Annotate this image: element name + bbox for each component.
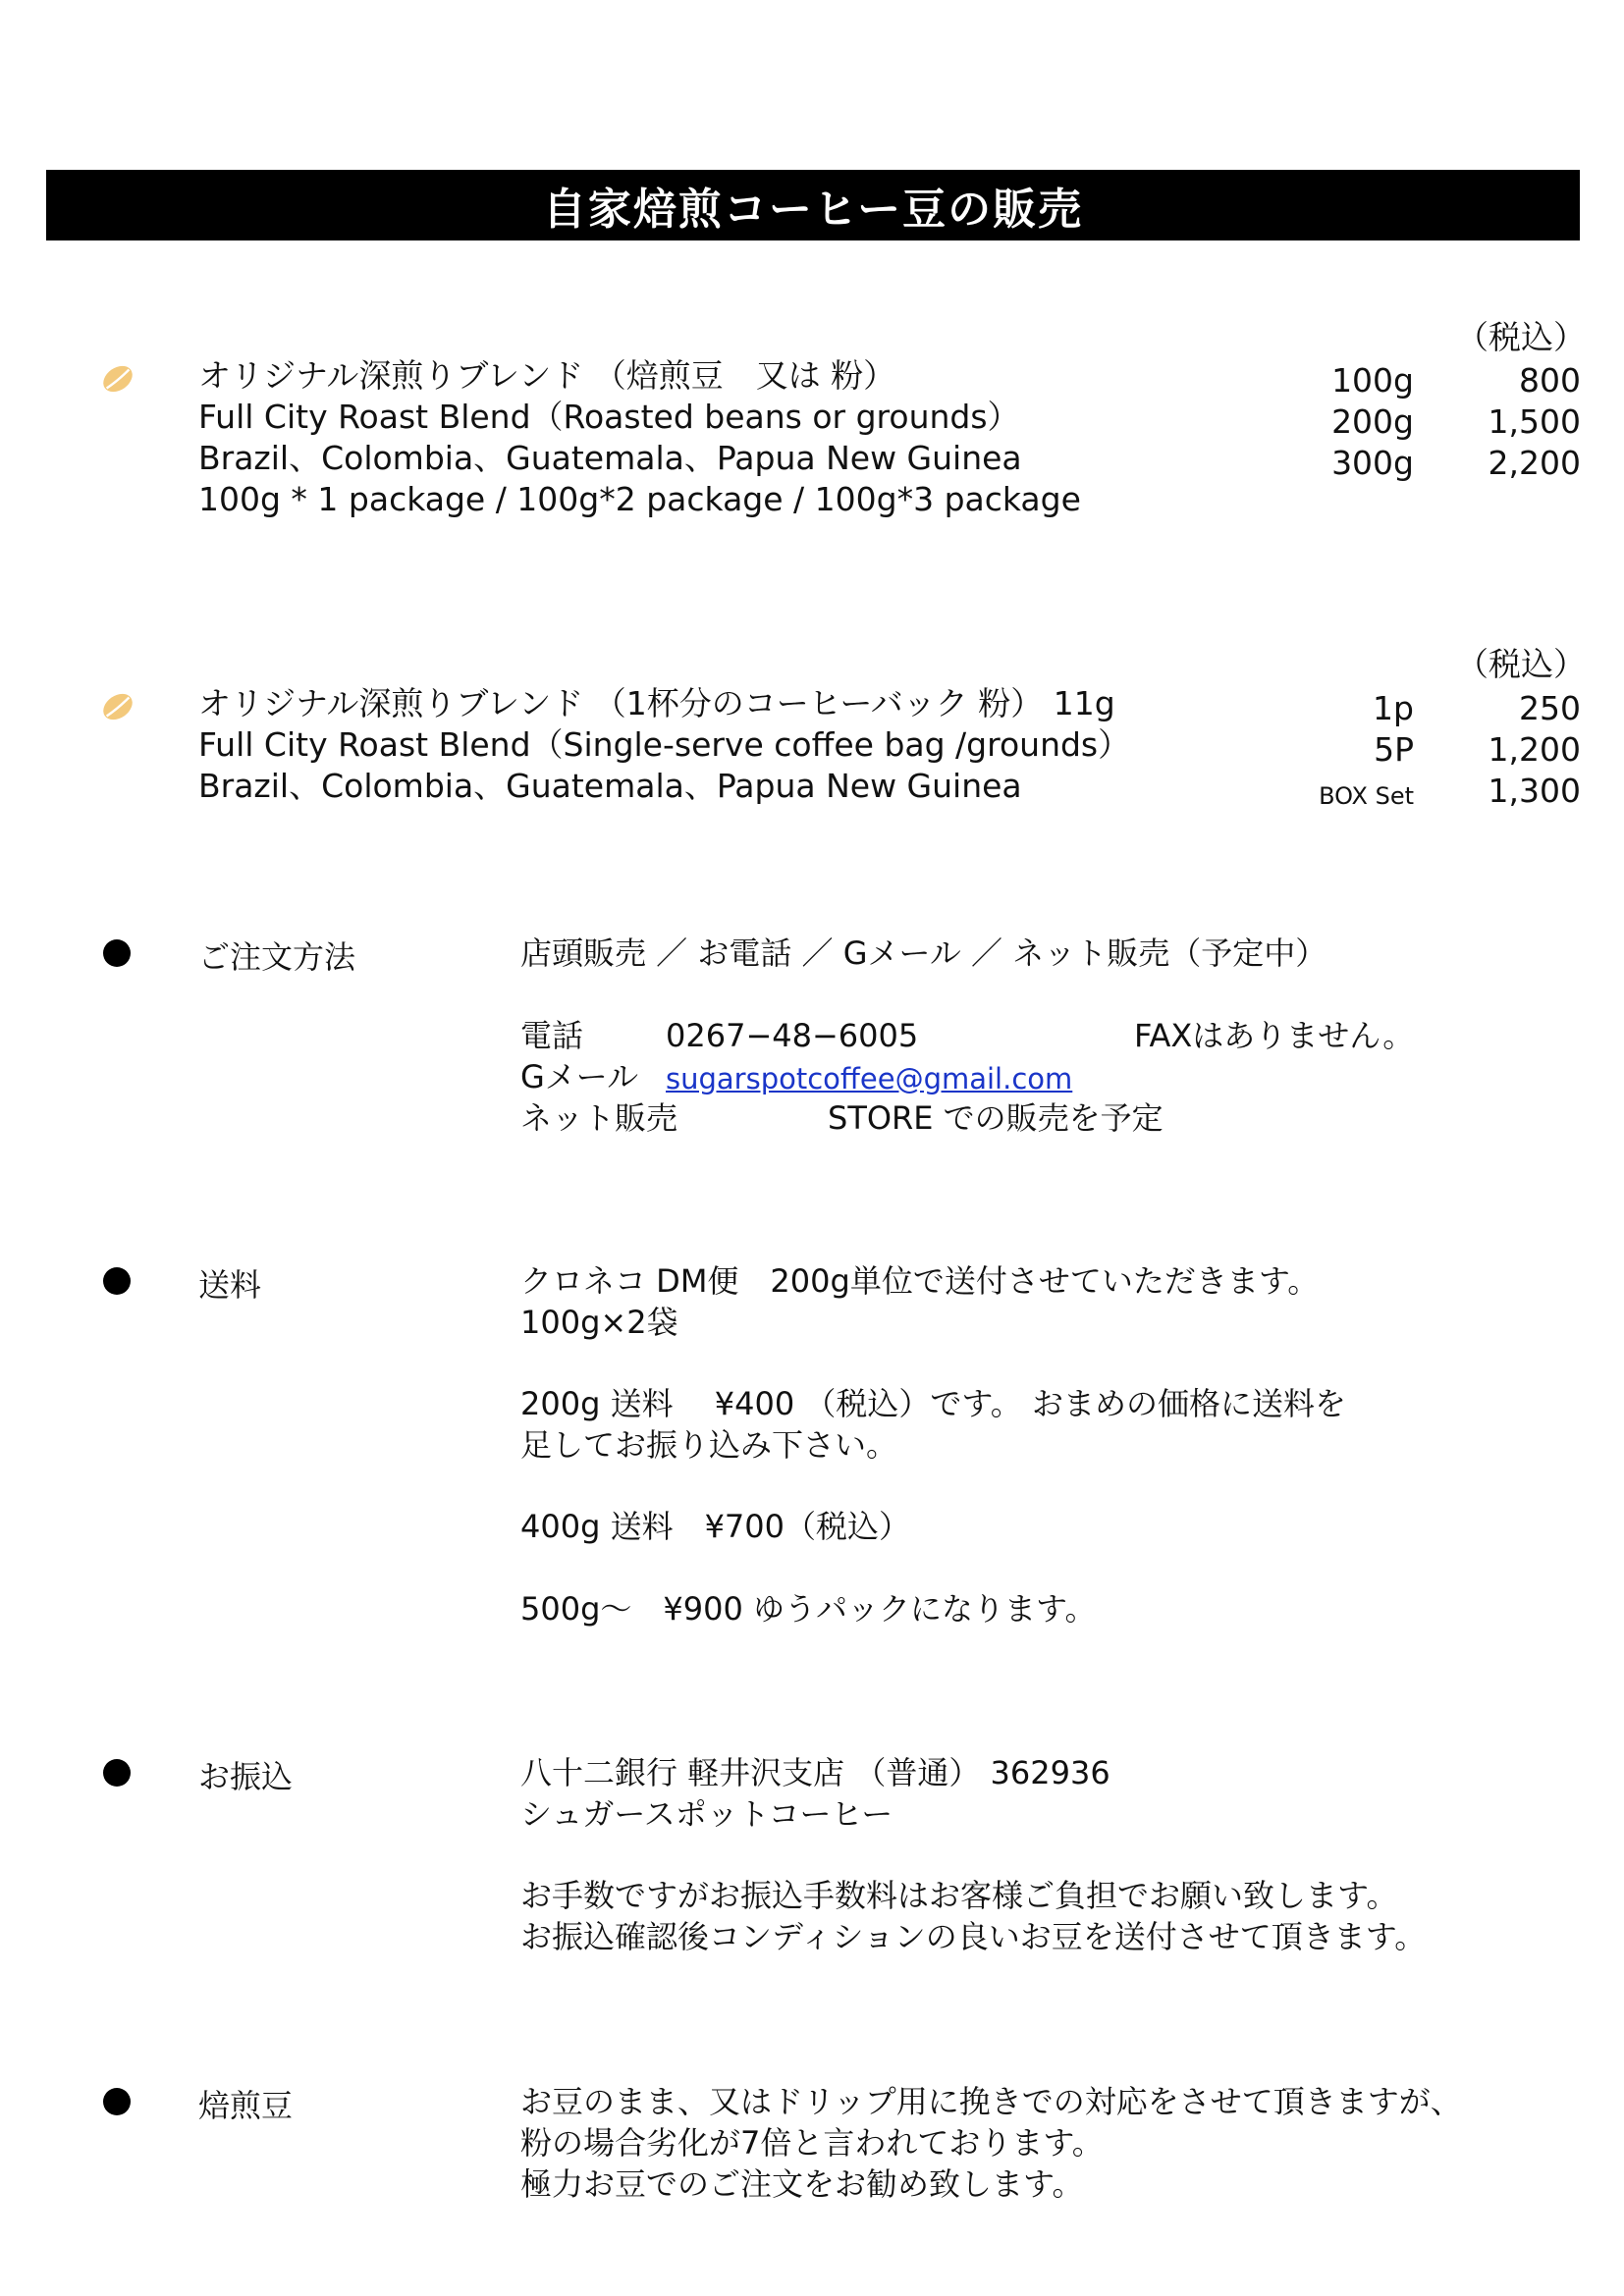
order-methods: 店頭販売 ／ お電話 ／ Gメール ／ ネット販売（予定中）	[520, 934, 1327, 972]
net-label: ネット販売	[520, 1099, 678, 1137]
product1-tax-label: （税込）	[1456, 318, 1586, 356]
shipping-line: クロネコ DM便 200g単位で送付させていただきます。	[520, 1262, 1320, 1300]
fax-note: FAXはありません。	[1134, 1017, 1415, 1054]
bullet-icon	[103, 1267, 131, 1295]
product2-price: 1,200	[1488, 730, 1581, 769]
page-title: 自家焙煎コーヒー豆の販売	[542, 185, 1084, 235]
coffee-bean-icon	[99, 360, 136, 398]
product1-price: 2,200	[1488, 444, 1581, 482]
product2-size: 1p	[1373, 689, 1414, 727]
shipping-line: 100g×2袋	[520, 1304, 678, 1341]
product1-name-en: Full City Roast Blend（Roasted beans or grounds）	[198, 398, 1020, 436]
product2-origins: Brazil、Colombia、Guatemala、Papua New Guinea	[198, 767, 1022, 805]
coffee-bean-icon	[99, 688, 136, 725]
page-title-bar	[46, 170, 1580, 240]
product2-size: 5P	[1374, 730, 1414, 769]
product1-origins: Brazil、Colombia、Guatemala、Papua New Guinea	[198, 439, 1022, 477]
phone-number: 0267−48−6005	[666, 1017, 919, 1054]
net-store-note: STORE での販売を予定	[828, 1099, 1164, 1137]
shipping-line: 200g 送料 ¥400 （税込）です。 おまめの価格に送料を	[520, 1385, 1346, 1422]
shipping-line: 足してお振り込み下さい。	[520, 1426, 898, 1464]
product2-name-en: Full City Roast Blend（Single-serve coffee bag /grounds）	[198, 725, 1131, 764]
bullet-icon	[103, 1759, 131, 1787]
shipping-label: 送料	[198, 1266, 262, 1304]
mail-label: Gメール	[520, 1058, 639, 1095]
product1-size: 200g	[1331, 402, 1414, 441]
payment-line: シュガースポットコーヒー	[520, 1795, 893, 1833]
product1-size: 300g	[1331, 444, 1414, 482]
product1-packages: 100g * 1 package / 100g*2 package / 100g*3 package	[198, 480, 1081, 518]
product2-name-jp: オリジナル深煎りブレンド （1杯分のコーヒーバック 粉） 11g	[198, 684, 1115, 722]
payment-line: お手数ですがお振込手数料はお客様ご負担でお願い致します。	[520, 1877, 1398, 1914]
payment-line: 八十二銀行 軽井沢支店 （普通） 362936	[520, 1754, 1110, 1791]
shipping-line: 500g〜 ¥900 ゆうパックになります。	[520, 1590, 1097, 1628]
product1-price: 1,500	[1488, 402, 1581, 441]
beans-line: 粉の場合劣化が7倍と言われております。	[520, 2124, 1104, 2162]
email-link[interactable]: sugarspotcoffee@gmail.com	[666, 1062, 1073, 1095]
payment-line: お振込確認後コンディションの良いお豆を送付させて頂きます。	[520, 1918, 1427, 1955]
beans-label: 焙煎豆	[198, 2087, 294, 2124]
phone-label: 電話	[520, 1017, 584, 1054]
product2-price: 250	[1519, 689, 1581, 727]
product1-name-jp: オリジナル深煎りブレンド （焙煎豆 又は 粉）	[198, 356, 896, 395]
product2-size: BOX Set	[1319, 782, 1414, 810]
beans-line: お豆のまま、又はドリップ用に挽きでの対応をさせて頂きますが、	[520, 2083, 1462, 2120]
order-label: ご注文方法	[198, 938, 356, 976]
payment-label: お振込	[198, 1758, 294, 1795]
product2-tax-label: （税込）	[1456, 645, 1586, 683]
shipping-line: 400g 送料 ¥700（税込）	[520, 1508, 911, 1545]
bullet-icon	[103, 939, 131, 967]
bullet-icon	[103, 2088, 131, 2115]
product1-price: 800	[1519, 361, 1581, 400]
beans-line: 極力お豆でのご注文をお勧め致します。	[520, 2165, 1084, 2203]
product1-size: 100g	[1331, 361, 1414, 400]
product2-price: 1,300	[1488, 772, 1581, 810]
